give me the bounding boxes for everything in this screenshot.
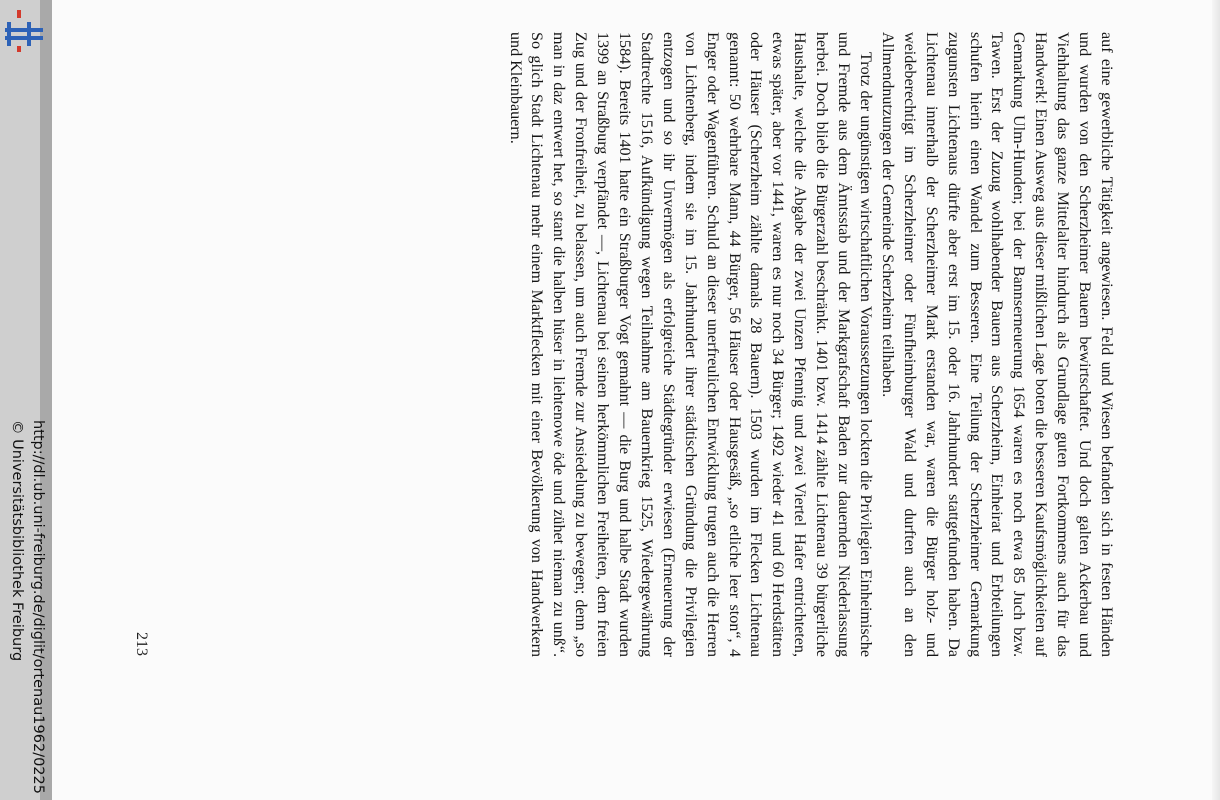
paragraph: auf eine gewerbliche Tätigkeit angewiesen. Feld und Wiesen befanden sich in festen Händen und wurden von den Scherzheimer Bauern bewirtschaftet. Und doch galten Ackerbau und Viehhaltung das ganze Mittelalter hindurch als Grundlage guten Fortkommens auch für das Handwerk! Einen Ausweg aus dieser mißlichen Lage boten die besseren Kaufsmöglichkeiten auf Gemarkung Ulm-Hunden; bei der Bannserneuerung 1654 waren es noch etwa 85 Juch bzw. Tawen. Erst der Zuzug wohlhabender Bauern aus Scherzheim, Einheirat und Erbteilungen schufen hierin einen Wandel zum Besseren. Eine Teilung der Scherzheimer Gemarkung zugunsten Lichtenaus dürfte aber erst im 15. oder 16. Jahrhundert stattgefunden haben. Da Lichtenau innerhalb der Scherzheimer Mark erstanden war, waren die Bürger holz- und weideberechtigt im Scherzheimer oder Fünfheimburger Wald und durften auch an den Allmendnutzungen der Gemeinde Scherzheim teilhaben. xyxy=(878,32,1115,657)
university-library-freiburg-logo[interactable] xyxy=(3,10,45,52)
page-body-text xyxy=(504,32,1117,657)
copyright-notice: © Universitätsbibliothek Freiburg xyxy=(9,420,25,662)
page-edge xyxy=(1212,0,1220,800)
sidebar-footer xyxy=(6,420,48,794)
page-number: 213 xyxy=(133,632,150,656)
document-url[interactable]: http://dl.ub.uni-freiburg.de/diglit/ortenau1962/0225 xyxy=(30,420,46,794)
paragraph: Trotz der ungünstigen wirtschaftlichen Voraussetzungen lockten die Privilegien Einheimische und Fremde aus dem Ämtsstab und der Markgrafschaft Baden zur dauernden Niederlassung herbei. Doch blieb die Bürgerzahl beschränkt. 1401 bzw. 1414 zählte Lichtenau 39 bürgerliche Haushalte, welche die Abgabe der zwei Unzen Pfennig und zwei Viertel Hafer entrichteten, etwas später, aber vor 1441, waren es nur noch 34 Bürger; 1492 wieder 41 und 60 Herdstätten oder Häuser (Scherzheim zählte damals 28 Bauern). 1503 wurden im Flecken Lichtenau genannt: 50 wehrbare Mann, 44 Bürger, 56 Häuser oder Hausgesäß, „so etliche leer ston“, 4 Enger oder Wagenführen. Schuld an dieser unerfreulichen Entwicklung trugen auch die Herren von Lichtenberg, indem sie im 15. Jahrhundert ihrer städtischen Gründung die Privilegien entzogen und so ihr Unvermögen als erfolgreiche Städtegründer erwiesen (Erneuerung der Stadtrechte 1516, Aufkündigung wegen Teilnahme am Bauernkrieg 1525, Wiedergewährung 1584). Bereits 1401 hatte ein Straßburger Vogt gemahnt — die Burg und halbe Stadt wurden 1399 an Straßburg verpfändet —, Lichtenau bei seinen herkömmlichen Freiheiten, dem freien Zug und der Fronfreiheit, zu belassen, um auch Fremde zur Ansiedelung zu bewegen; denn „so man in daz entwert het, so stant die halben hüser in liehtenowe öde und zühet nieman zu unß“. So glich Stadt Lichtenau mehr einem Marktflecken mit einer Bevölkerung von Handwerkern und Kleinbauern. xyxy=(506,32,875,657)
